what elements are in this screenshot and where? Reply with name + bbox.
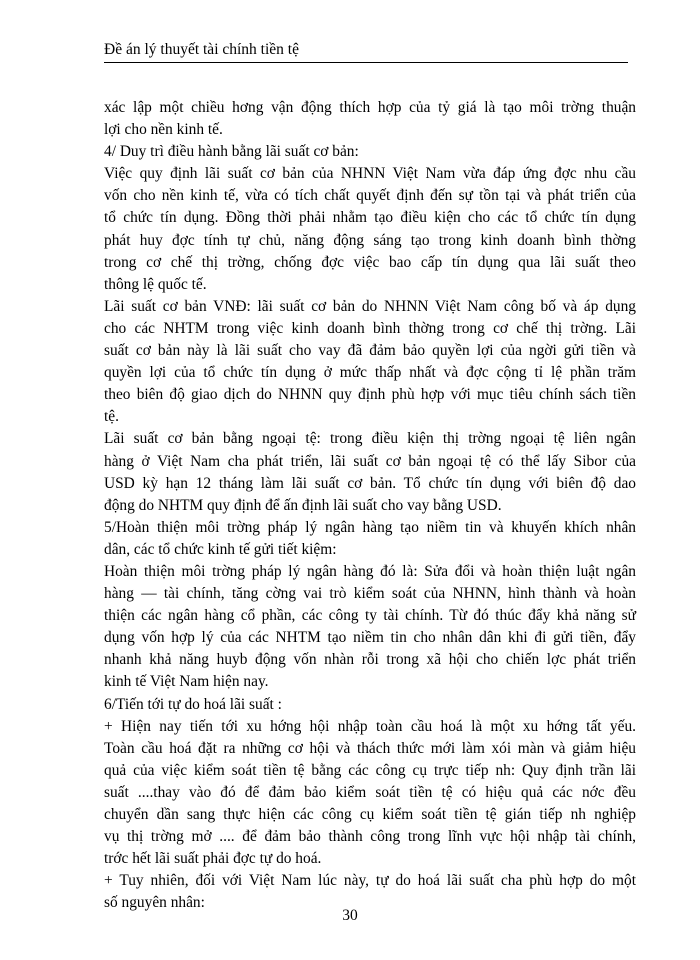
text-line: 4/ Duy trì điều hành bằng lãi suất cơ bản: (104, 143, 359, 161)
body-text (104, 97, 636, 914)
text-line: Toàn cầu hoá đặt ra những cơ hội và thách thức mới làm xói màn và giảm hiệu (104, 739, 636, 757)
text-line: tệ. (104, 408, 119, 426)
page-number: 30 (342, 907, 358, 924)
text-line: trong cơ chế thị trờng, chống đợc việc bao cấp tín dụng qua lãi suất theo (104, 253, 636, 271)
text-line: dân, các tổ chức kinh tế gửi tiết kiệm: (104, 540, 337, 558)
text-line: động do NHTM quy định để ấn định lãi suất cho vay bằng USD. (104, 496, 502, 514)
text-line: kinh tế Việt Nam hiện nay. (104, 673, 269, 691)
text-line: dụng vốn hợp lý của các NHTM tạo niềm tin cho nhân dân khi đi gửi tiền, đẩy (104, 629, 636, 647)
text-line: hàng — tài chính, tăng cờng vai trò kiểm soát của NHNN, hình thành và hoàn (104, 585, 636, 603)
text-line: vụ thị trờng mở .... để đảm bảo thành công trong lĩnh vực hội nhập tài chính, (104, 828, 636, 846)
text-line: Lãi suất cơ bản bằng ngoại tệ: trong điều kiện thị trờng ngoại tệ liên ngân (104, 430, 636, 448)
text-line: Việc quy định lãi suất cơ bản của NHNN Việt Nam vừa đáp ứng đợc nhu cầu (104, 165, 636, 183)
text-line: lợi cho nền kinh tế. (104, 121, 223, 139)
text-line: USD kỳ hạn 12 tháng làm lãi suất cơ bản. Tổ chức tín dụng với biên độ dao (104, 474, 636, 492)
text-line: 6/Tiến tới tự do hoá lãi suất : (104, 695, 282, 713)
text-line: Hoàn thiện môi trờng pháp lý ngân hàng đó là: Sửa đổi và hoàn thiện luật ngân (104, 562, 636, 580)
text-line: nhanh khả năng huyb động vốn nhàn rỗi trong xã hội cho chiến lợc phát triển (104, 651, 636, 669)
text-line: xác lập một chiều hơng vận động thích hợp của tỷ giá là tạo môi trờng thuận (104, 99, 636, 116)
text-line: số nguyên nhân: (104, 894, 205, 912)
text-line: + Tuy nhiên, đối với Việt Nam lúc này, tự do hoá lãi suất cha phù hợp do một (104, 872, 636, 890)
text-line: quả của việc kiểm soát tiền tệ bằng các công cụ trực tiếp nh: Quy định trần lãi (104, 761, 636, 779)
text-line: 5/Hoàn thiện môi trờng pháp lý ngân hàng tạo niềm tin và khuyến khích nhân (104, 518, 636, 536)
text-line: suất ....thay vào đó để đảm bảo kiểm soát tiền tệ có hiệu quả các nớc đều (104, 783, 636, 801)
text-line: phát huy đợc tính tự chủ, năng động sáng tạo trong kinh doanh bình thờng (104, 231, 636, 249)
running-header: Đề án lý thuyết tài chính tiền tệ (104, 41, 299, 58)
text-line: + Hiện nay tiến tới xu hớng hội nhập toàn cầu hoá là một xu hớng tất yếu. (104, 717, 636, 735)
text-line: trớc hết lãi suất phải đợc tự do hoá. (104, 850, 322, 868)
text-line: cho các NHTM trong việc kinh doanh bình thờng trong cơ chế thị trờng. Lãi (104, 319, 636, 337)
text-line: theo biên độ giao dịch do NHNN quy định phù hợp với mục tiêu chính sách tiền (104, 386, 636, 404)
text-line: thông lệ quốc tế. (104, 275, 207, 293)
text-line: thiện các ngân hàng cổ phần, các công ty tài chính. Từ đó thúc đẩy khả năng sử (104, 607, 636, 625)
text-line: vốn cho nền kinh tế, vừa có tích chất quyết định đến sự tồn tại và phát triển của (104, 187, 636, 205)
text-line: tổ chức tín dụng. Đồng thời phải nhằm tạo điều kiện cho các tổ chức tín dụng (104, 209, 636, 227)
text-line: quyền lợi của tổ chức tín dụng ở mức thấp nhất và đợc cộng tỉ lệ phần trăm (104, 364, 636, 382)
text-line: suất cơ bản này là lãi suất cho vay đã đảm bảo quyền lợi của ngời gửi tiền và (104, 342, 636, 360)
text-line: hàng ở Việt Nam cha phát triển, lãi suất cơ bản ngoại tệ có thể lấy Sibor của (104, 452, 636, 470)
text-line: chuyển dần sang thực hiện các công cụ kiểm soát tiền tệ gián tiếp nh nghiệp (104, 806, 636, 823)
header-rule (104, 62, 628, 63)
text-line: Lãi suất cơ bản VNĐ: lãi suất cơ bản do NHNN Việt Nam công bố và áp dụng (104, 297, 636, 315)
